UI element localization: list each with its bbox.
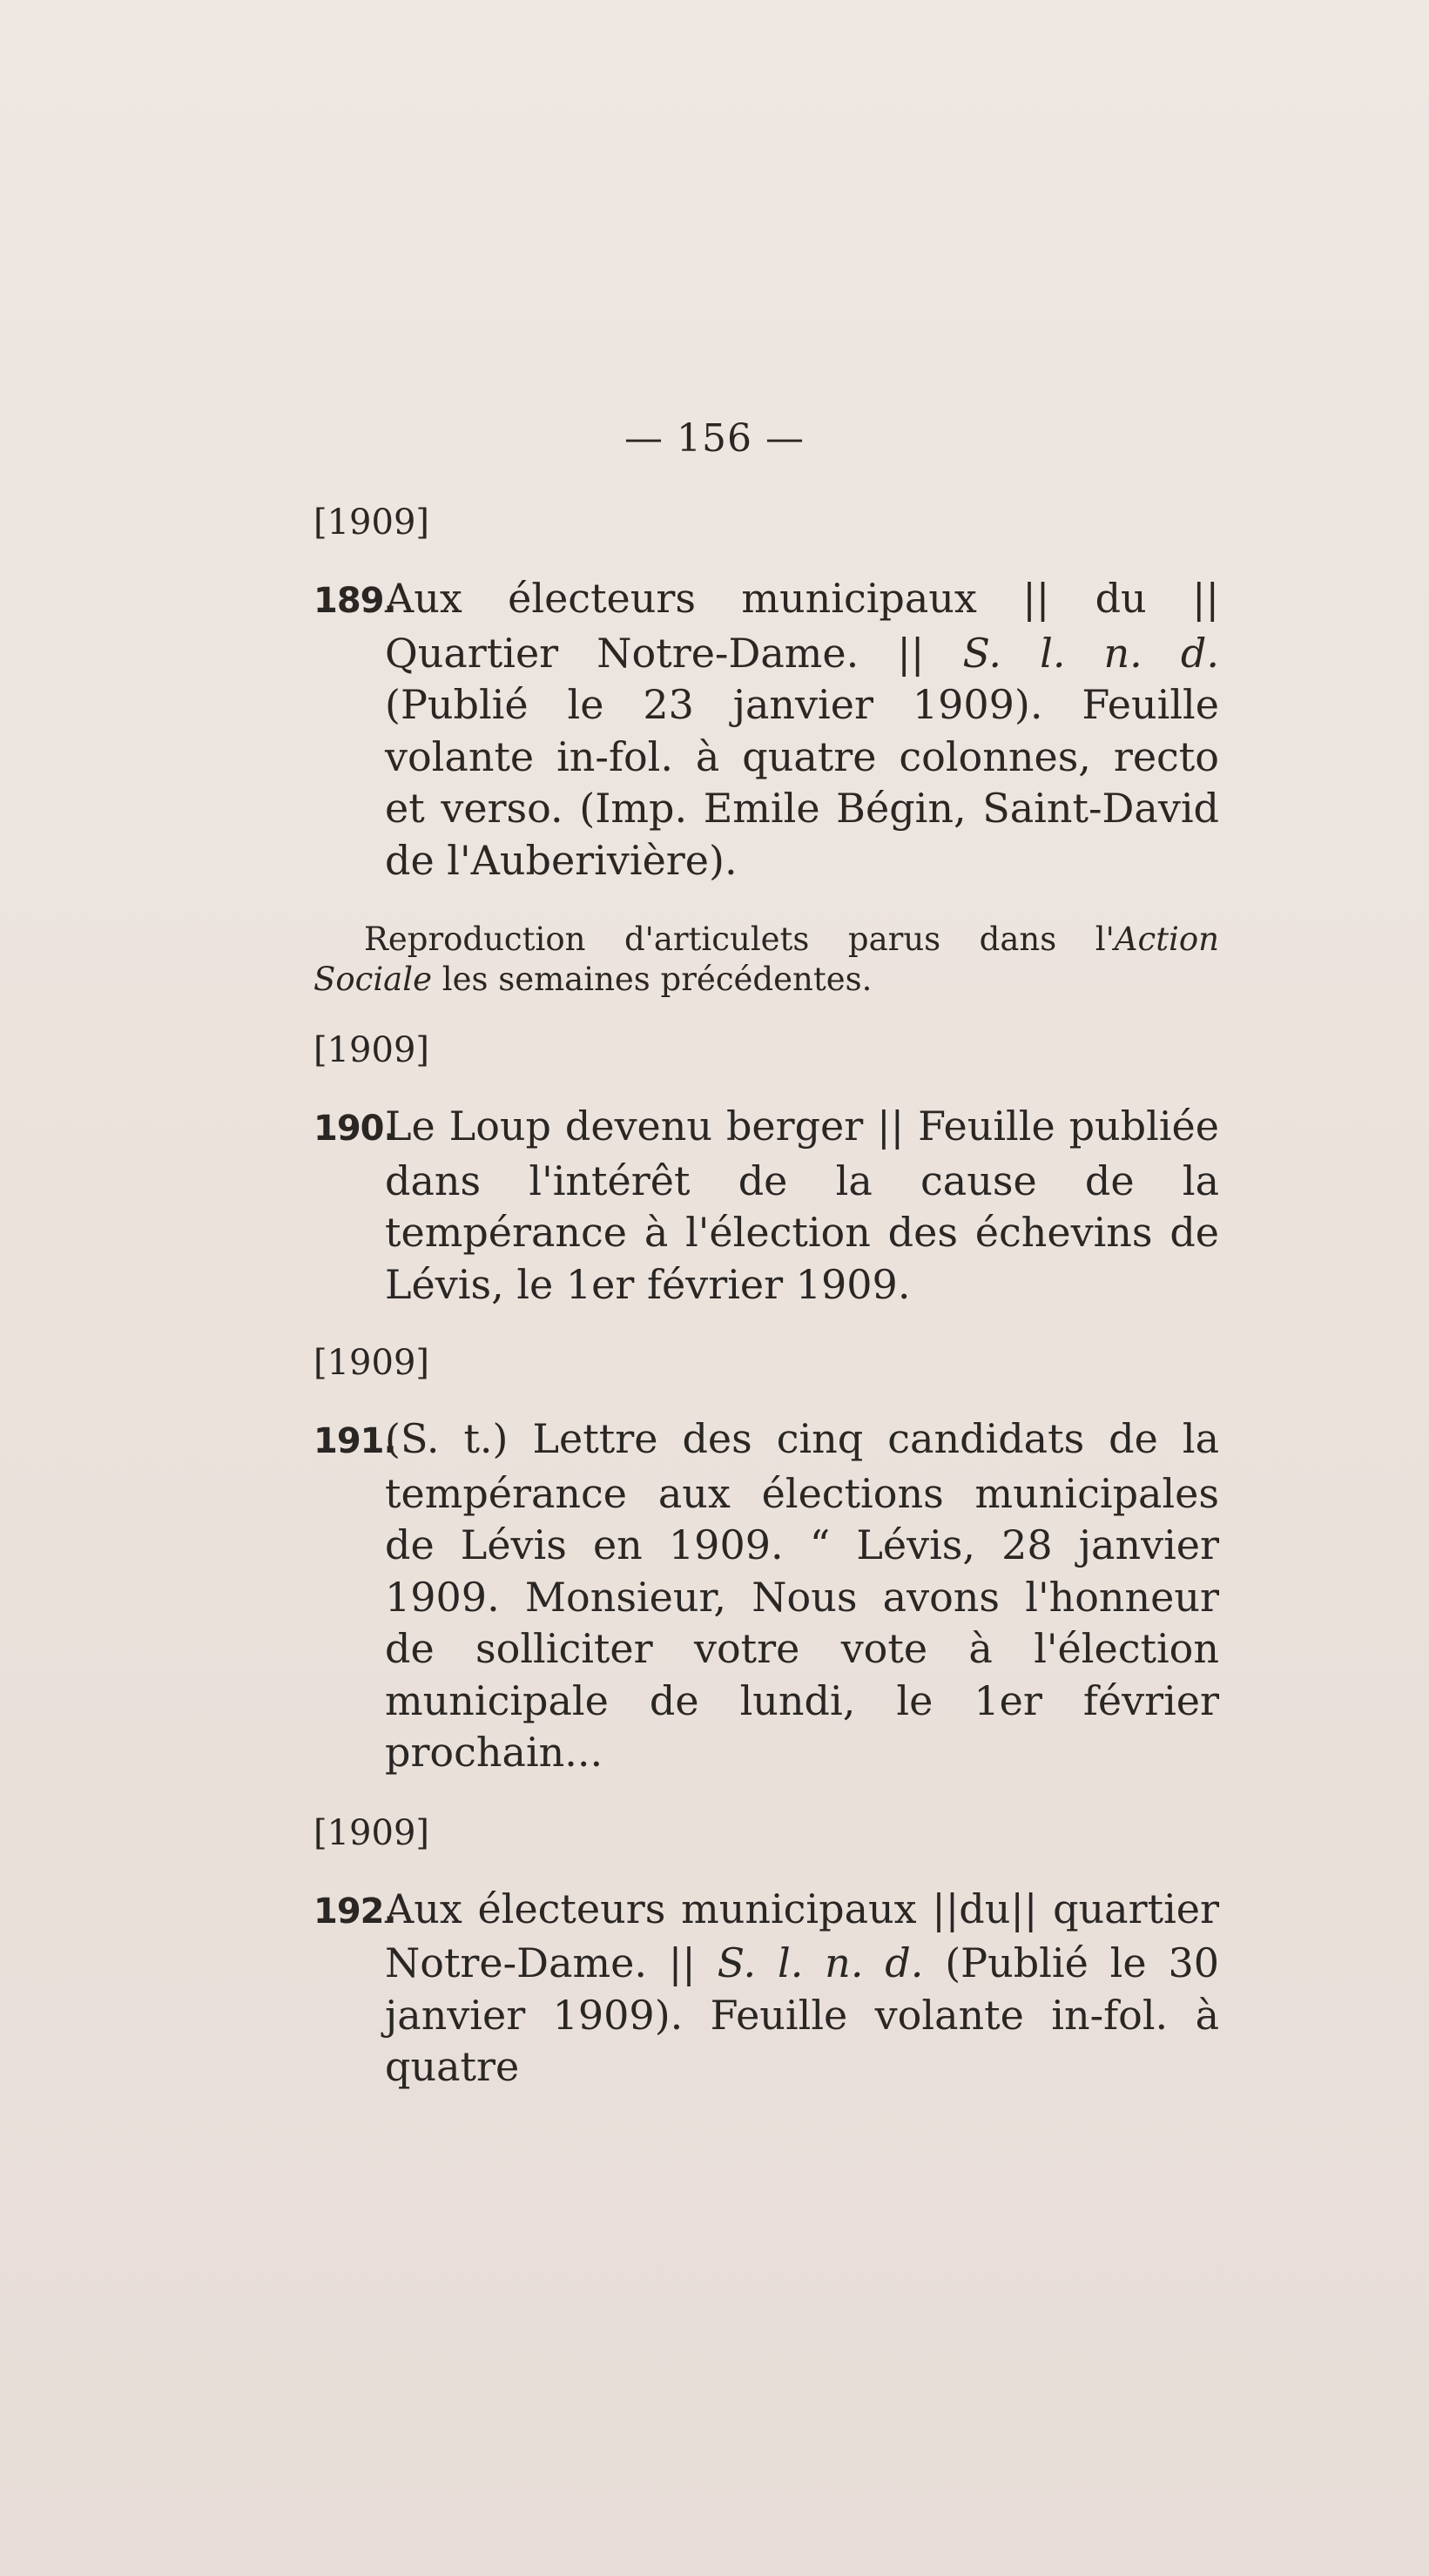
entry-date: [1909] — [313, 502, 430, 543]
entry-date: [1909] — [313, 1030, 430, 1070]
entry-date: [1909] — [313, 1343, 430, 1383]
entry-text: (Publié le 30 janvier 1909). Feuille volante in-fol. à quatre — [385, 1939, 1219, 2090]
entry-italic-text: S. l. n. d. — [962, 629, 1219, 677]
entry-text: Aux électeurs municipaux || du || Quartier Notre-Dame. || — [385, 575, 1219, 677]
note-italic-text: Action Sociale — [313, 920, 1219, 998]
entry-text: (S. t.) Lettre des cinq candidats de la tempérance aux élections municipales de Lévis en 1909. “ Lévis, 28 janvier 1909. Monsieur, Nous avons l'honneur de solliciter votre vote à l'élection municipale de lundi, le 1er février prochain... — [385, 1415, 1219, 1776]
catalog-entry — [313, 1101, 1219, 1311]
entry-text: Le Loup devenu berger || Feuille publiée dans l'intérêt de la cause de la tempérance à l'élection des échevins de Lévis, le 1er février 1909. — [385, 1103, 1219, 1308]
catalog-entry — [313, 1413, 1219, 1779]
text-column — [313, 496, 1219, 2113]
entry-date: [1909] — [313, 1812, 430, 1853]
entry-text: (Publié le 23 janvier 1909). Feuille volante in-fol. à quatre colonnes, recto et verso. (Imp. Emile Bégin, Saint-David de l'Auberivière). — [385, 681, 1219, 884]
catalog-entry — [313, 1884, 1219, 2094]
entry-number: 190. — [313, 1109, 396, 1149]
entry-text: Aux électeurs municipaux ||du|| quartier Notre-Dame. || — [385, 1885, 1219, 1986]
entry-number: 191. — [313, 1421, 396, 1461]
entry-note — [313, 920, 1219, 1000]
entry-number: 192. — [313, 1891, 396, 1932]
entry-italic-text: S. l. n. d. — [717, 1939, 924, 1986]
catalog-entry — [313, 573, 1219, 887]
note-text: les semaines précédentes. — [431, 961, 873, 998]
note-text: Reproduction d'articulets parus dans l' — [364, 920, 1115, 958]
page-number: — 156 — — [624, 416, 805, 461]
entry-number: 189. — [313, 581, 396, 621]
